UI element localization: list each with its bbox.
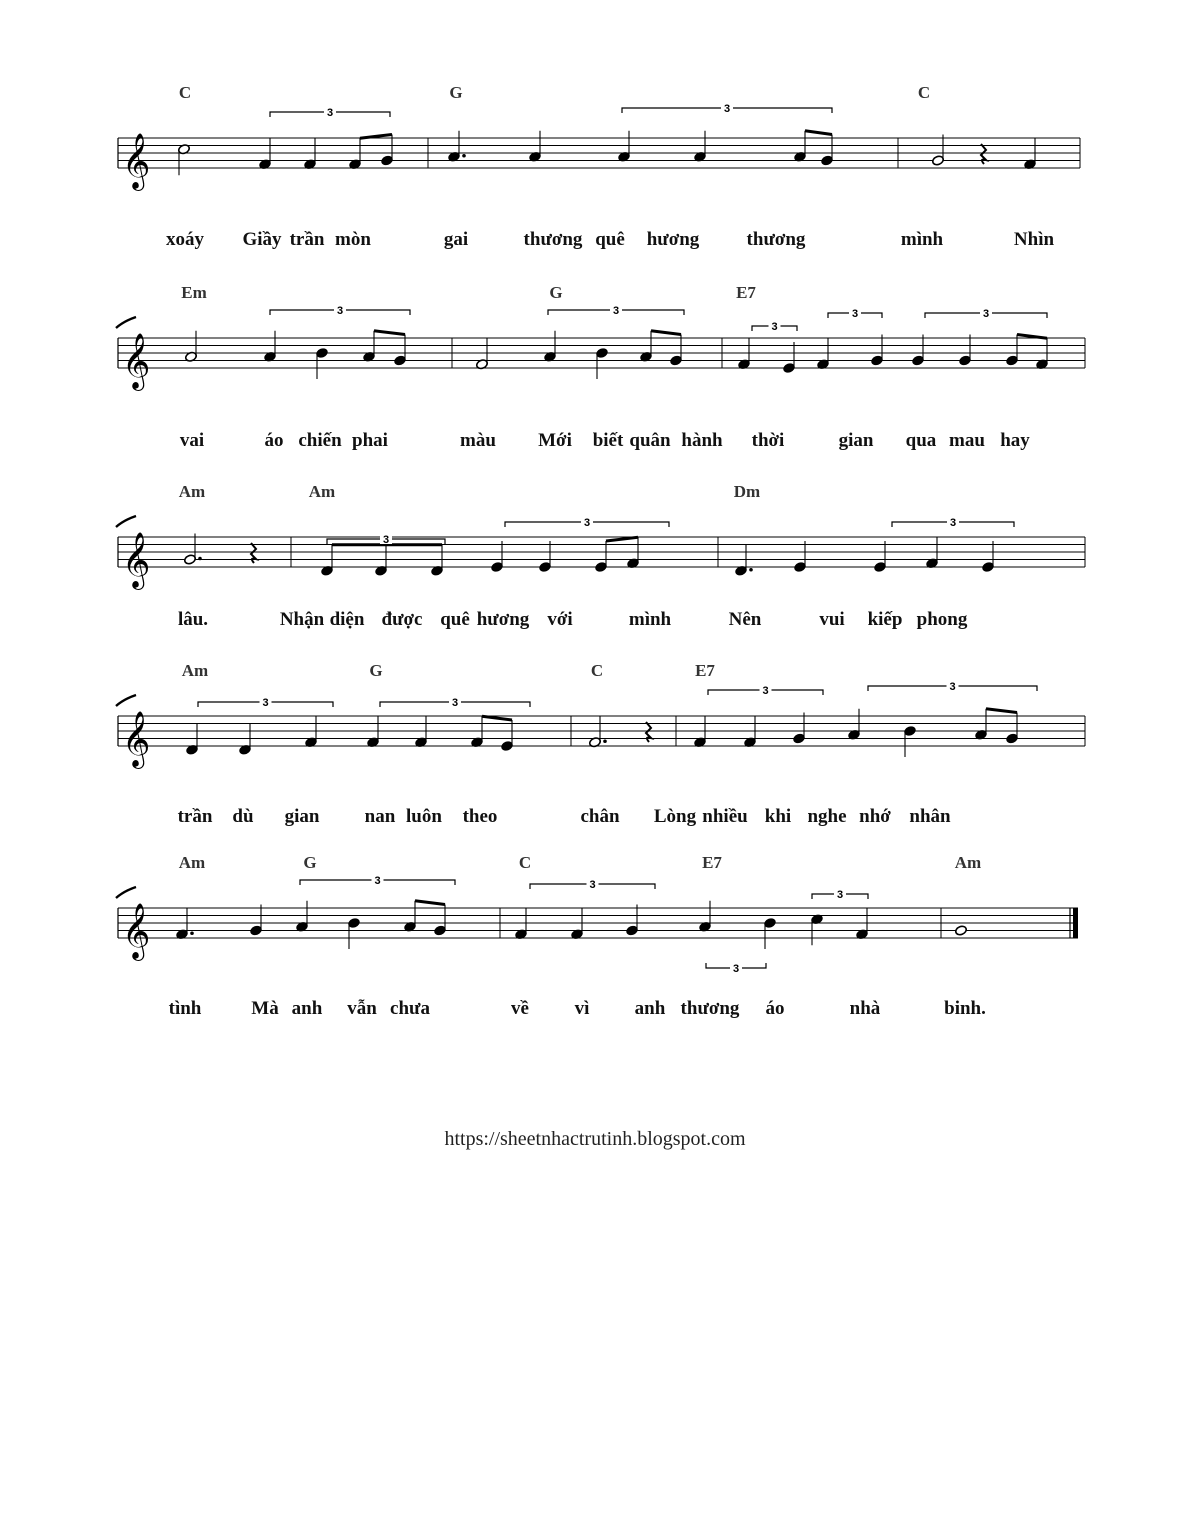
lyric-syllable: hành	[681, 430, 723, 451]
lyric-syllable: binh.	[944, 998, 986, 1019]
footer-url: https://sheetnhactrutinh.blogspot.com	[444, 1128, 746, 1150]
lyric-syllable: khi	[764, 806, 792, 827]
chord-symbol: C	[917, 83, 931, 102]
tuplet-number: 3	[851, 308, 859, 320]
chord-symbol: E7	[702, 853, 722, 872]
lyric-syllable: qua	[905, 430, 937, 451]
chord-symbol: Am	[178, 853, 206, 872]
lyric-syllable: nan	[364, 806, 396, 827]
lyric-syllable: Giầy	[242, 229, 282, 250]
beam	[986, 709, 1017, 713]
lyric-syllable: hương	[646, 229, 700, 250]
lyric-syllable: anh	[634, 998, 666, 1019]
lyric-syllable: gai	[443, 229, 469, 250]
lyric-syllable: anh	[291, 998, 323, 1019]
lyric-syllable: quê	[595, 229, 625, 250]
lyric-syllable: vui	[819, 609, 845, 630]
lyric-syllable: chân	[580, 806, 620, 827]
lyric-syllable: quê	[440, 609, 470, 630]
augmentation-dot	[603, 739, 607, 743]
tuplet-number: 3	[949, 681, 956, 693]
beam	[651, 331, 681, 335]
lyric-syllable: Nhìn	[1013, 229, 1055, 250]
lyric-syllable: dù	[232, 806, 254, 827]
tuplet-number: 3	[336, 305, 344, 317]
lyric-syllable: phong	[916, 609, 968, 630]
augmentation-dot	[190, 931, 194, 935]
lyric-syllable: trần	[289, 229, 325, 250]
lyric-syllable: nghe	[807, 806, 847, 827]
tuplet-number: 3	[982, 308, 990, 320]
lyric-syllable: theo	[462, 806, 498, 827]
beam	[374, 331, 405, 335]
lyric-syllable: thương	[523, 229, 583, 250]
lyric-syllable: mình	[628, 609, 672, 630]
system-break-mark	[116, 516, 136, 527]
augmentation-dot	[749, 568, 753, 572]
chord-symbol: Am	[178, 482, 206, 501]
lyric-syllable: gian	[838, 430, 874, 451]
lyric-syllable: trần	[177, 806, 213, 827]
chord-symbol: E7	[736, 283, 756, 302]
beam	[606, 537, 638, 541]
lyric-syllable: với	[547, 609, 573, 630]
chord-symbol: Dm	[733, 482, 761, 501]
staff-system-3	[116, 482, 1085, 630]
treble-clef-icon: 𝄞	[122, 903, 151, 959]
lyric-syllable: mình	[900, 229, 944, 250]
treble-clef-icon: 𝄞	[122, 133, 151, 189]
lyric-syllable: Mà	[251, 998, 279, 1019]
staff-system-4	[116, 661, 1085, 827]
beam	[805, 131, 832, 135]
lyric-syllable: Lòng	[653, 806, 697, 827]
tuplet-number: 3	[589, 879, 596, 891]
tuplet-number: 3	[382, 534, 390, 546]
staff-system-5	[116, 853, 1078, 1019]
staff-system-1	[118, 83, 1080, 250]
tuplet-number: 3	[836, 889, 844, 901]
lyric-syllable: mòn	[335, 229, 371, 250]
lyric-syllable: Mới	[538, 430, 572, 451]
tuplet-number: 3	[326, 107, 334, 119]
lyric-syllable: chưa	[390, 998, 430, 1019]
system-break-mark	[116, 317, 136, 328]
lyric-syllable: áo	[765, 998, 785, 1019]
lyric-syllable: vì	[574, 998, 590, 1019]
lyric-syllable: biết	[592, 430, 624, 451]
augmentation-dot	[198, 557, 202, 561]
chord-symbol: Em	[181, 283, 207, 302]
lyric-syllable: áo	[264, 430, 284, 451]
lyric-syllable: chiến	[298, 430, 342, 451]
lyric-syllable: xoáy	[166, 229, 204, 250]
chord-symbol: C	[178, 83, 192, 102]
tuplet-number: 3	[762, 685, 769, 697]
tuplet-number: 3	[262, 697, 269, 709]
lyric-syllable: vai	[179, 430, 205, 451]
lyric-syllable: luôn	[406, 806, 442, 827]
lyric-syllable: nhiều	[702, 806, 748, 827]
tuplet-number: 3	[723, 103, 731, 115]
staff-system-2	[116, 283, 1085, 451]
lyric-syllable: tình	[168, 998, 202, 1019]
tuplet-number: 3	[451, 697, 459, 709]
chord-symbol: C	[518, 853, 532, 872]
lyric-syllable: được	[381, 609, 423, 630]
lyric-syllable: phai	[352, 430, 388, 451]
lyric-syllable: quân	[629, 430, 671, 451]
lyric-syllable: thời	[751, 430, 785, 451]
chord-symbol: G	[303, 853, 317, 872]
lyric-syllable: gian	[284, 806, 320, 827]
lyric-syllable: diện	[329, 609, 365, 630]
lyric-syllable: thương	[680, 998, 740, 1019]
lyric-syllable: Nhận	[279, 609, 325, 630]
chord-symbol: G	[369, 661, 383, 680]
beam	[482, 716, 512, 720]
lyric-syllable: hương	[476, 609, 530, 630]
tuplet-number: 3	[949, 517, 957, 529]
augmentation-dot	[462, 154, 466, 158]
chord-symbol: Am	[308, 482, 336, 501]
tuplet-number: 3	[732, 963, 740, 975]
lyric-syllable: vẫn	[347, 998, 377, 1019]
beam	[415, 901, 445, 905]
lyric-syllable: nhân	[909, 806, 951, 827]
tuplet-number: 3	[583, 517, 591, 529]
chord-symbol: E7	[695, 661, 715, 680]
lyric-syllable: màu	[460, 430, 496, 451]
lyric-syllable: nhớ	[859, 806, 891, 827]
lyric-syllable: Nên	[728, 609, 762, 630]
treble-clef-icon: 𝄞	[122, 532, 151, 588]
lyric-syllable: nhà	[849, 998, 881, 1019]
treble-clef-icon: 𝄞	[122, 333, 151, 389]
chord-symbol: G	[549, 283, 563, 302]
chord-symbol: G	[449, 83, 463, 102]
tuplet-number: 3	[374, 875, 381, 887]
lyric-syllable: mau	[949, 430, 985, 451]
note-head	[955, 925, 968, 936]
system-break-mark	[116, 695, 136, 706]
tuplet-number: 3	[612, 305, 620, 317]
tuplet-number: 3	[771, 321, 778, 333]
chord-symbol: C	[590, 661, 604, 680]
lyric-syllable: hay	[1000, 430, 1030, 451]
lyric-syllable: thương	[746, 229, 806, 250]
lyric-syllable: kiếp	[867, 609, 903, 630]
final-barline-thick	[1073, 908, 1078, 938]
lyric-syllable: về	[511, 998, 529, 1019]
chord-symbol: Am	[181, 661, 209, 680]
lyric-syllable: lâu.	[177, 609, 209, 630]
chord-symbol: Am	[954, 853, 982, 872]
system-break-mark	[116, 887, 136, 898]
treble-clef-icon: 𝄞	[122, 711, 151, 767]
